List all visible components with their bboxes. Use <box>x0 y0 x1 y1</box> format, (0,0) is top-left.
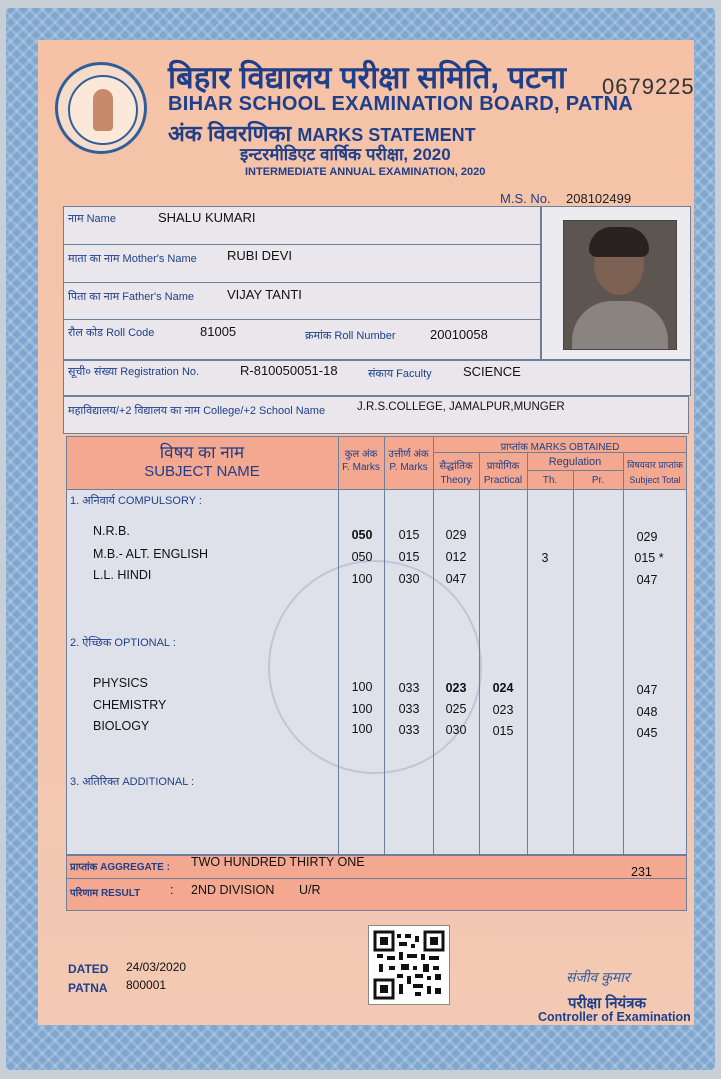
controller-title-english: Controller of Examination <box>538 1010 691 1024</box>
reg-practical-header: Pr. <box>591 475 605 486</box>
result-colon: : <box>170 883 174 897</box>
theory-header: Theory <box>440 475 472 486</box>
board-title-english: BIHAR SCHOOL EXAMINATION BOARD, PATNA <box>168 93 634 115</box>
theory-marks: 047 <box>445 572 467 586</box>
seal-emblem <box>68 75 138 145</box>
fmarks-header-hindi: कुल अंक <box>344 449 378 460</box>
registration-number: R-810050051-18 <box>240 363 338 378</box>
subject-total: 029 <box>636 530 658 544</box>
aggregate-label: प्राप्तांक AGGREGATE : <box>70 862 170 873</box>
theory-marks: 025 <box>445 702 467 716</box>
faculty-label: संकाय Faculty <box>368 368 432 380</box>
practical-header-hindi: प्रायोगिक <box>486 461 520 472</box>
column-divider <box>338 436 339 855</box>
practical-marks: 015 <box>492 724 514 738</box>
pass-marks: 033 <box>398 681 420 695</box>
subject-name: BIOLOGY <box>93 719 150 733</box>
row-divider <box>66 878 687 879</box>
result-division: 2ND DIVISION <box>191 883 275 897</box>
column-divider <box>527 452 528 855</box>
student-photo <box>563 220 677 350</box>
pin-code: 800001 <box>126 978 167 992</box>
roll-code-label: रौल कोड Roll Code <box>68 327 155 339</box>
subject-name: N.R.B. <box>93 524 130 538</box>
practical-header: Practical <box>483 475 523 486</box>
board-seal <box>55 62 147 154</box>
subject-total: 047 <box>636 573 658 587</box>
photo-hair <box>589 227 649 257</box>
pass-marks: 015 <box>398 528 420 542</box>
fmarks-header: F. Marks <box>342 462 380 473</box>
subject-total-header-hindi: विषयवार प्राप्तांक <box>627 460 683 470</box>
full-marks: 050 <box>351 550 373 564</box>
father-name-label: पिता का नाम Father's Name <box>68 291 195 303</box>
subject-name: CHEMISTRY <box>93 698 167 712</box>
college-label: महाविद्यालय/+2 विद्यालय का नाम College/+2 School Name <box>68 405 326 417</box>
subject-total: 047 <box>636 683 658 697</box>
section-compulsory: 1. अनिवार्य COMPULSORY : <box>70 495 202 507</box>
dated-label: DATED <box>68 962 109 976</box>
qr-code <box>368 925 450 1005</box>
regulation-header: Regulation <box>548 456 602 468</box>
ms-number: 208102499 <box>566 191 632 206</box>
patna-label: PATNA <box>68 981 108 995</box>
exam-title-hindi: इन्टरमीडिएट वार्षिक परीक्षा, 2020 <box>240 145 451 164</box>
section-optional: 2. ऐच्छिक OPTIONAL : <box>70 637 176 649</box>
column-divider <box>433 436 434 855</box>
column-divider <box>623 452 624 855</box>
regulation-theory: 3 <box>541 551 549 565</box>
theory-header-hindi: सैद्धांतिक <box>439 461 473 472</box>
seal-figure <box>93 89 113 131</box>
roll-code: 81005 <box>200 324 237 339</box>
student-name: SHALU KUMARI <box>158 210 256 225</box>
section-additional: 3. अतिरिक्त ADDITIONAL : <box>70 776 195 788</box>
controller-signature: संजीव कुमार <box>566 969 630 985</box>
row-divider <box>527 470 623 471</box>
practical-marks: 023 <box>492 703 514 717</box>
full-marks: 100 <box>351 572 373 586</box>
subject-name: PHYSICS <box>93 676 148 690</box>
aggregate-words: TWO HUNDRED THIRTY ONE <box>191 855 365 869</box>
pmarks-header: P. Marks <box>389 462 428 473</box>
divider <box>63 319 541 320</box>
roll-number: 20010058 <box>430 327 488 342</box>
subject-total-header: Subject Total <box>629 475 681 485</box>
subject-header-english: SUBJECT NAME <box>144 463 260 480</box>
pass-marks: 015 <box>398 550 420 564</box>
column-divider <box>479 452 480 855</box>
reg-theory-header: Th. <box>542 475 558 486</box>
divider <box>63 282 541 283</box>
issue-date: 24/03/2020 <box>126 960 187 974</box>
name-label: नाम Name <box>68 213 116 225</box>
subject-name: M.B.- ALT. ENGLISH <box>93 547 209 561</box>
mother-name-label: माता का नाम Mother's Name <box>68 253 197 265</box>
photo-body <box>572 301 668 350</box>
father-name: VIJAY TANTI <box>227 287 302 302</box>
column-divider <box>573 470 574 855</box>
divider <box>63 244 541 245</box>
full-marks: 100 <box>351 702 373 716</box>
subject-total: 015 * <box>634 551 664 565</box>
subject-header-hindi: विषय का नाम <box>159 443 245 462</box>
mother-name: RUBI DEVI <box>227 248 293 263</box>
result-label: परिणाम RESULT <box>70 888 141 899</box>
theory-marks: 023 <box>445 681 467 695</box>
theory-marks: 029 <box>445 528 467 542</box>
subject-name: L.L. HINDI <box>93 568 152 582</box>
full-marks: 100 <box>351 722 373 736</box>
exam-title-english: INTERMEDIATE ANNUAL EXAMINATION, 2020 <box>245 166 486 178</box>
result-category: U/R <box>299 883 321 897</box>
full-marks: 050 <box>351 528 373 542</box>
watermark-seal <box>268 560 482 774</box>
registration-label: सूची० संख्या Registration No. <box>68 366 200 378</box>
marks-obtained-header: प्राप्तांक MARKS OBTAINED <box>500 442 620 453</box>
pass-marks: 030 <box>398 572 420 586</box>
column-divider <box>384 436 385 855</box>
board-title-hindi: बिहार विद्यालय परीक्षा समिति, पटना <box>168 60 567 95</box>
aggregate-value: 231 <box>631 865 652 879</box>
ms-label: M.S. No. <box>500 191 551 206</box>
theory-marks: 030 <box>445 723 467 737</box>
pass-marks: 033 <box>398 702 420 716</box>
faculty: SCIENCE <box>463 364 521 379</box>
controller-title-hindi: परीक्षा नियंत्रक <box>568 995 647 1012</box>
statement-title-english: MARKS STATEMENT <box>297 125 476 145</box>
statement-title-hindi: अंक विवरणिका <box>168 121 292 146</box>
practical-marks: 024 <box>492 681 514 695</box>
serial-number: 0679225 <box>602 74 695 99</box>
pmarks-header-hindi: उत्तीर्ण अंक <box>388 449 429 460</box>
subject-total: 048 <box>636 705 658 719</box>
theory-marks: 012 <box>445 550 467 564</box>
full-marks: 100 <box>351 680 373 694</box>
pass-marks: 033 <box>398 723 420 737</box>
roll-number-label: क्रमांक Roll Number <box>305 330 396 342</box>
subject-total: 045 <box>636 726 658 740</box>
college-name: J.R.S.COLLEGE, JAMALPUR,MUNGER <box>357 401 565 413</box>
